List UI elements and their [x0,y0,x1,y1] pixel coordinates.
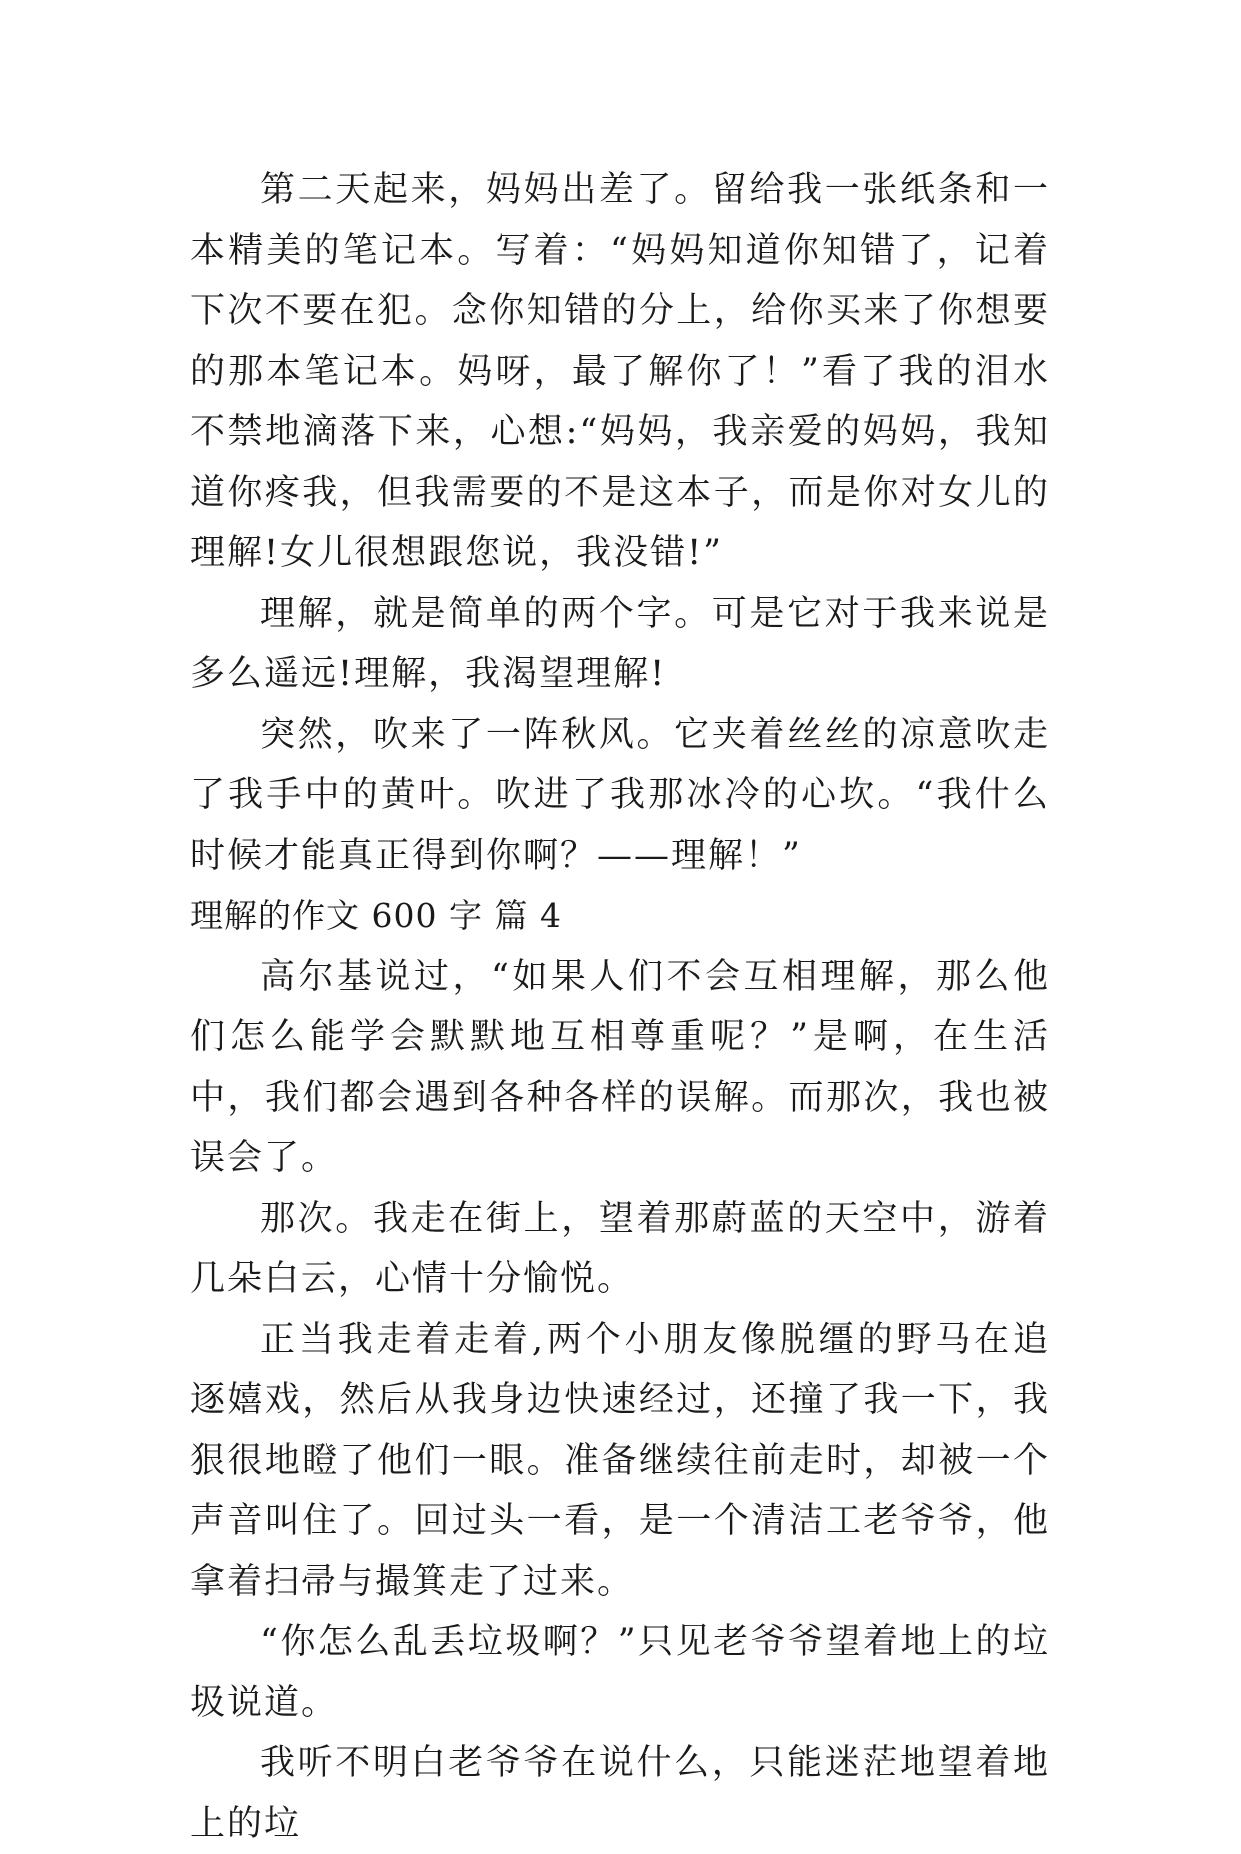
section-heading: 理解的作文 600 字 篇 4 [190,896,562,935]
paragraph-gorky-quote: 高尔基说过，“如果人们不会互相理解，那么他们怎么能学会默默地互相尊重呢？”是啊，在生活中，我们都会遇到各种各样的误解。而那次，我也被误会了。 [190,956,1050,1178]
paragraph-autumn-wind: 突然，吹来了一阵秋风。它夹着丝丝的凉意吹走了我手中的黄叶。吹进了我那冰冷的心坎。“我什么时候才能真正得到你啊？——理解！” [190,714,1050,876]
paragraph-grandpa-question: “你怎么乱丢垃圾啊？”只见老爷爷望着地上的垃圾说道。 [190,1622,1050,1723]
paragraph-longing-understanding: 理解，就是简单的两个字。可是它对于我来说是多么遥远!理解，我渴望理解! [190,593,1050,694]
paragraph-walking-street: 那次。我走在街上，望着那蔚蓝的天空中，游着几朵白云，心情十分愉悦。 [190,1198,1050,1299]
document-body [190,160,1050,1854]
paragraph-notebook-note: 第二天起来，妈妈出差了。留给我一张纸条和一本精美的笔记本。写着：“妈妈知道你知错了，记着下次不要在犯。念你知错的分上，给你买来了你想要的那本笔记本。妈呀，最了解你了！”看了我的泪水不禁地滴落下来，心想:“妈妈，我亲爱的妈妈，我知道你疼我，但我需要的不是这本子，而是你对女儿的理解!女儿很想跟您说，我没错!” [190,170,1050,573]
paragraph-children-playing: 正当我走着走着,两个小朋友像脱缰的野马在追逐嬉戏，然后从我身边快速经过，还撞了我一下，我狠很地瞪了他们一眼。准备继续往前走时，却被一个声音叫住了。回过头一看，是一个清洁工老爷爷，他拿着扫帚与撮箕走了过来。 [190,1319,1050,1602]
paragraph-confused: 我听不明白老爷爷在说什么，只能迷茫地望着地上的垃 [190,1743,1050,1844]
